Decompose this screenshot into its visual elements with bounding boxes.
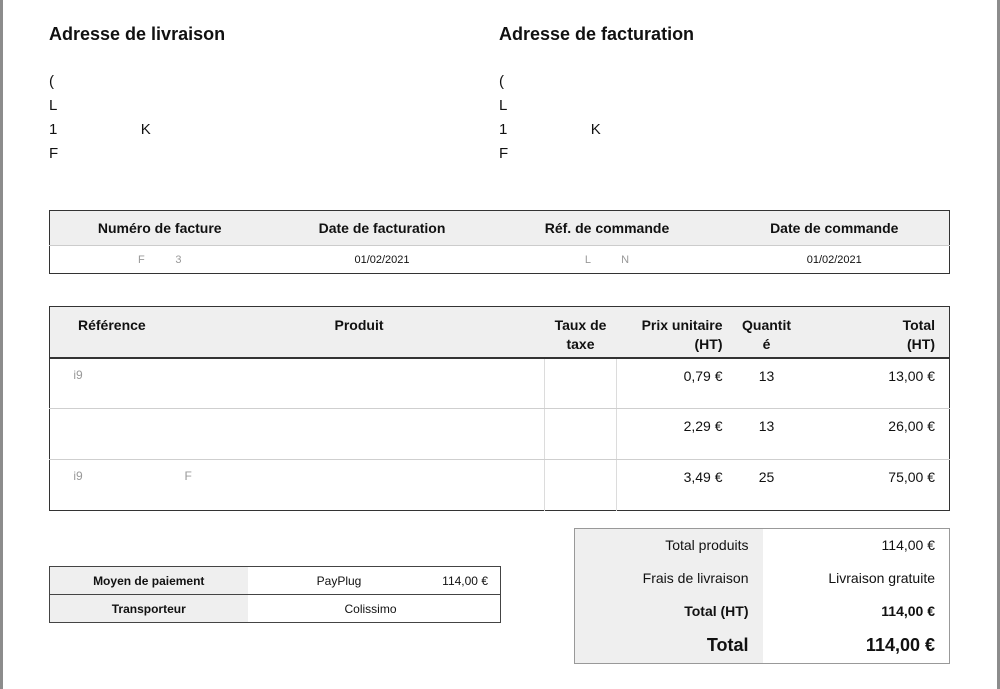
billing-address-line: 1 K bbox=[499, 121, 601, 138]
products-table bbox=[49, 306, 950, 511]
shipping-address-line: L bbox=[49, 97, 58, 114]
product-total: 75,00 € bbox=[888, 469, 935, 485]
payment-method-value: PayPlug bbox=[316, 573, 362, 588]
product-total: 13,00 € bbox=[797, 358, 950, 409]
unit-price-header-line: Prix unitaire bbox=[641, 317, 723, 333]
invoice-info-table bbox=[49, 210, 950, 274]
payment-table bbox=[49, 566, 501, 623]
product-quantity: 13 bbox=[737, 358, 797, 409]
invoice-info-value-row bbox=[50, 246, 950, 274]
grand-total-label: Total bbox=[575, 628, 763, 664]
billing-address bbox=[499, 70, 601, 166]
product-row bbox=[50, 358, 950, 409]
total-header-line: Total bbox=[902, 317, 935, 333]
grand-total-row bbox=[575, 628, 950, 664]
product-quantity: 25 bbox=[758, 469, 775, 485]
quantity-header-line: Quantit bbox=[742, 317, 791, 333]
product-tax-rate bbox=[545, 358, 617, 409]
product-quantity: 13 bbox=[737, 409, 797, 460]
quantity-header-line: é bbox=[762, 336, 771, 352]
billing-address-title: Adresse de facturation bbox=[499, 24, 695, 44]
carrier-row bbox=[50, 595, 501, 623]
order-reference: L N bbox=[495, 246, 720, 274]
order-date-header: Date de commande bbox=[720, 211, 950, 246]
invoice-number: F 3 bbox=[50, 246, 270, 274]
total-ht-label: Total (HT) bbox=[575, 595, 763, 628]
products-header-row bbox=[50, 307, 950, 358]
shipping-address-line: 1 K bbox=[49, 121, 151, 138]
carrier-label: Transporteur bbox=[50, 595, 248, 623]
reference-header: Référence bbox=[50, 307, 185, 358]
redaction-block bbox=[78, 420, 466, 450]
product-total: 26,00 € bbox=[797, 409, 950, 460]
totals-table bbox=[574, 528, 950, 664]
shipping-address-line: F bbox=[49, 145, 59, 162]
billing-address-line: F bbox=[499, 145, 509, 162]
tax-rate-header-line: Taux de bbox=[554, 317, 607, 333]
total-products-row bbox=[575, 529, 950, 562]
total-header-line: (HT) bbox=[907, 336, 935, 352]
tax-rate-header bbox=[545, 307, 617, 358]
product-name: F bbox=[184, 469, 236, 483]
billing-address-line: ( bbox=[499, 73, 504, 90]
tax-rate-header-line: taxe bbox=[566, 336, 595, 352]
total-products-value: 114,00 € bbox=[881, 537, 935, 554]
carrier-value: Colissimo bbox=[248, 595, 501, 623]
page-frame-left bbox=[0, 0, 3, 689]
product-header: Produit bbox=[185, 307, 545, 358]
shipping-address-title: Adresse de livraison bbox=[49, 24, 226, 44]
total-header bbox=[797, 307, 950, 358]
unit-price-header bbox=[617, 307, 737, 358]
invoice-date: 01/02/2021 bbox=[270, 246, 495, 274]
shipping-fees-label: Frais de livraison bbox=[575, 562, 763, 595]
shipping-address-line: ( bbox=[49, 73, 54, 90]
shipping-fees-value: Livraison gratuite bbox=[828, 570, 935, 586]
product-unit-price: 2,29 € bbox=[617, 409, 737, 460]
grand-total-value: 114,00 € bbox=[865, 634, 935, 655]
billing-address-line: L bbox=[499, 97, 508, 114]
payment-method-row bbox=[50, 567, 501, 595]
invoice-number-header: Numéro de facture bbox=[50, 211, 270, 246]
total-products-label: Total produits bbox=[575, 529, 763, 562]
unit-price-header-line: (HT) bbox=[694, 336, 723, 352]
product-row bbox=[50, 460, 950, 511]
product-reference: i9 bbox=[50, 358, 185, 409]
payment-method-amount: 114,00 € bbox=[442, 573, 488, 588]
invoice-info-header-row bbox=[50, 211, 950, 246]
total-ht-value: 114,00 € bbox=[881, 603, 935, 619]
total-ht-row bbox=[575, 595, 950, 628]
order-date: 01/02/2021 bbox=[720, 246, 950, 274]
quantity-header bbox=[737, 307, 797, 358]
product-unit-price: 0,79 € bbox=[617, 358, 737, 409]
invoice-date-header: Date de facturation bbox=[270, 211, 495, 246]
payment-method-label: Moyen de paiement bbox=[50, 567, 248, 595]
shipping-address bbox=[49, 70, 151, 166]
order-reference-header: Réf. de commande bbox=[495, 211, 720, 246]
product-reference: i9 bbox=[50, 469, 83, 483]
product-name bbox=[185, 358, 545, 409]
product-tax-rate bbox=[545, 460, 617, 511]
product-unit-price: 3,49 € bbox=[617, 460, 737, 511]
shipping-fees-row bbox=[575, 562, 950, 595]
product-tax-rate bbox=[545, 409, 617, 460]
